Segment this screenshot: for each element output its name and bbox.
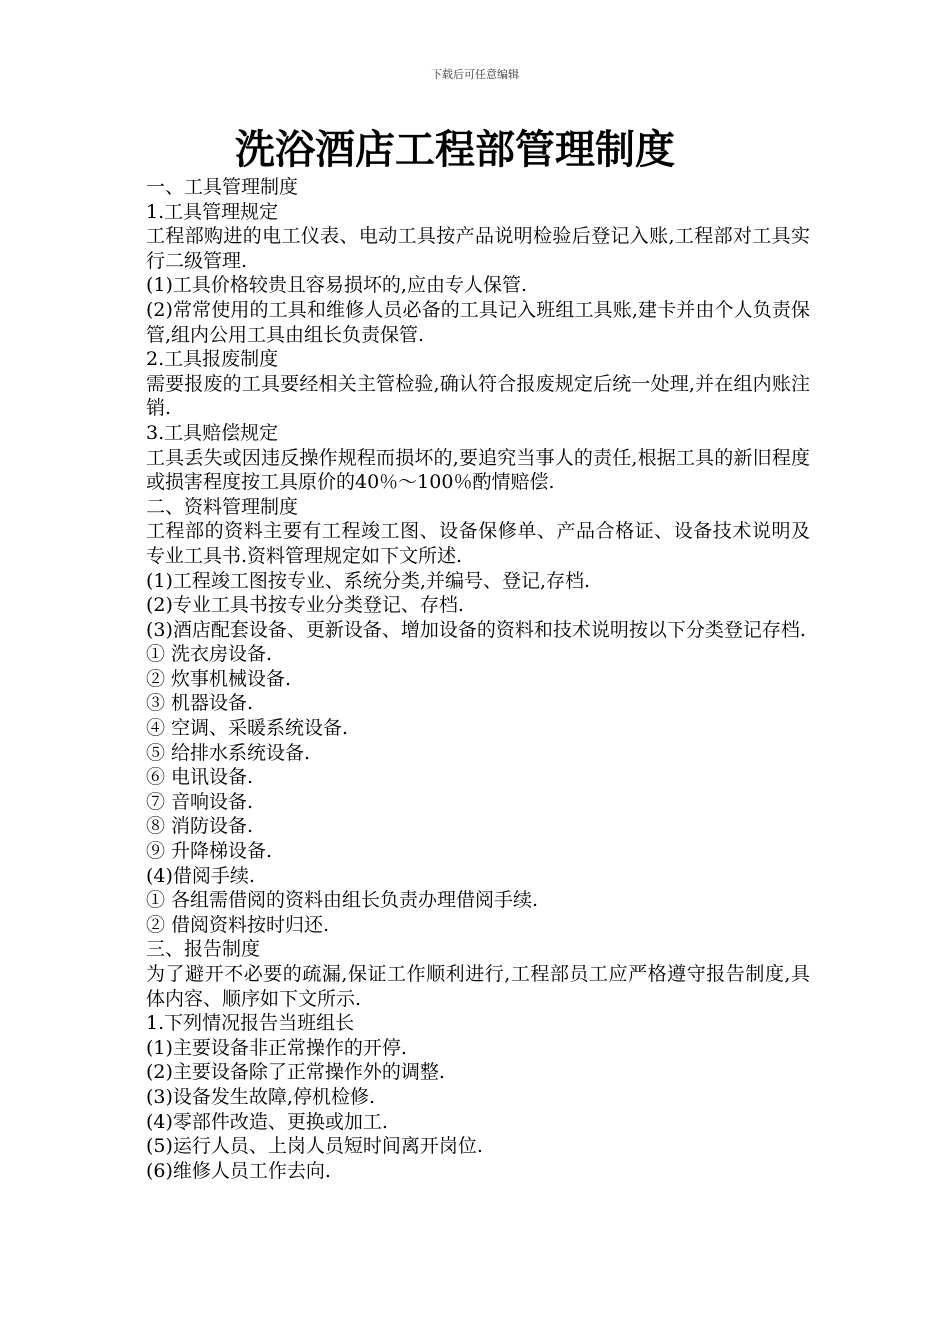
- subsection-heading: 3.工具赔偿规定: [146, 421, 279, 444]
- subsection-heading: 1.下列情况报告当班组长: [146, 1012, 355, 1035]
- list-item: (6)维修人员工作去向.: [146, 1159, 331, 1182]
- header-note: 下载后可任意编辑: [431, 68, 519, 81]
- list-item: ① 洗衣房设备.: [146, 643, 273, 666]
- subsection-heading: 1.工具管理规定: [146, 200, 279, 223]
- paragraph: 工程部购进的电工仪表、电动工具按产品说明检验后登记入账,工程部对工具实行二级管理.: [146, 225, 810, 272]
- list-item: ⑤ 给排水系统设备.: [146, 741, 311, 764]
- paragraph: 工具丢失或因违反操作规程而损坏的,要追究当事人的责任,根据工具的新旧程度或损害程度按工具原价的40％～100％酌情赔偿.: [146, 446, 810, 494]
- document-title: 洗浴酒店工程部管理制度: [235, 126, 675, 173]
- paragraph: 工程部的资料主要有工程竣工图、设备保修单、产品合格证、设备技术说明及专业工具书.资料管理规定如下文所述.: [146, 520, 810, 567]
- list-item: ⑨ 升降梯设备.: [146, 840, 273, 863]
- list-item: (2)专业工具书按专业分类登记、存档.: [146, 594, 464, 617]
- list-item: ② 借阅资料按时归还.: [146, 913, 330, 936]
- list-item: (1)工程竣工图按专业、系统分类,并编号、登记,存档.: [146, 569, 591, 592]
- section-heading: 二、资料管理制度: [146, 495, 299, 518]
- list-item: ② 炊事机械设备.: [146, 667, 292, 690]
- list-item: (3)酒店配套设备、更新设备、增加设备的资料和技术说明按以下分类登记存档.: [146, 618, 806, 641]
- list-item: (1)工具价格较贵且容易损坏的,应由专人保管.: [146, 274, 527, 297]
- paragraph: 需要报废的工具要经相关主管检验,确认符合报废规定后统一处理,并在组内账注销.: [146, 372, 810, 420]
- list-item: (1)主要设备非正常操作的开停.: [146, 1036, 407, 1059]
- list-item: (2)常常使用的工具和维修人员必备的工具记入班组工具账,建卡并由个人负责保管,组内公用工具由组长负责保管.: [146, 298, 810, 346]
- list-item: (4)零部件改造、更换或加工.: [146, 1110, 388, 1133]
- list-item: ⑥ 电讯设备.: [146, 766, 254, 789]
- subsection-heading: 2.工具报废制度: [146, 348, 279, 371]
- list-item: ⑦ 音响设备.: [146, 790, 254, 813]
- document-body: [146, 175, 810, 1183]
- list-item: (4)借阅手续.: [146, 864, 255, 887]
- list-item: ⑧ 消防设备.: [146, 815, 254, 838]
- list-item: ① 各组需借阅的资料由组长负责办理借阅手续.: [146, 889, 539, 912]
- list-item: (5)运行人员、上岗人员短时间离开岗位.: [146, 1135, 483, 1158]
- list-item: ③ 机器设备.: [146, 692, 254, 715]
- list-item: (2)主要设备除了正常操作外的调整.: [146, 1061, 445, 1084]
- list-item: (3)设备发生故障,停机检修.: [146, 1085, 375, 1108]
- section-heading: 三、报告制度: [146, 938, 261, 961]
- section-heading: 一、工具管理制度: [146, 176, 299, 198]
- paragraph: 为了避开不必要的疏漏,保证工作顺利进行,工程部员工应严格遵守报告制度,具体内容、顺序如下文所示.: [146, 963, 810, 1010]
- list-item: ④ 空调、采暖系统设备.: [146, 717, 349, 740]
